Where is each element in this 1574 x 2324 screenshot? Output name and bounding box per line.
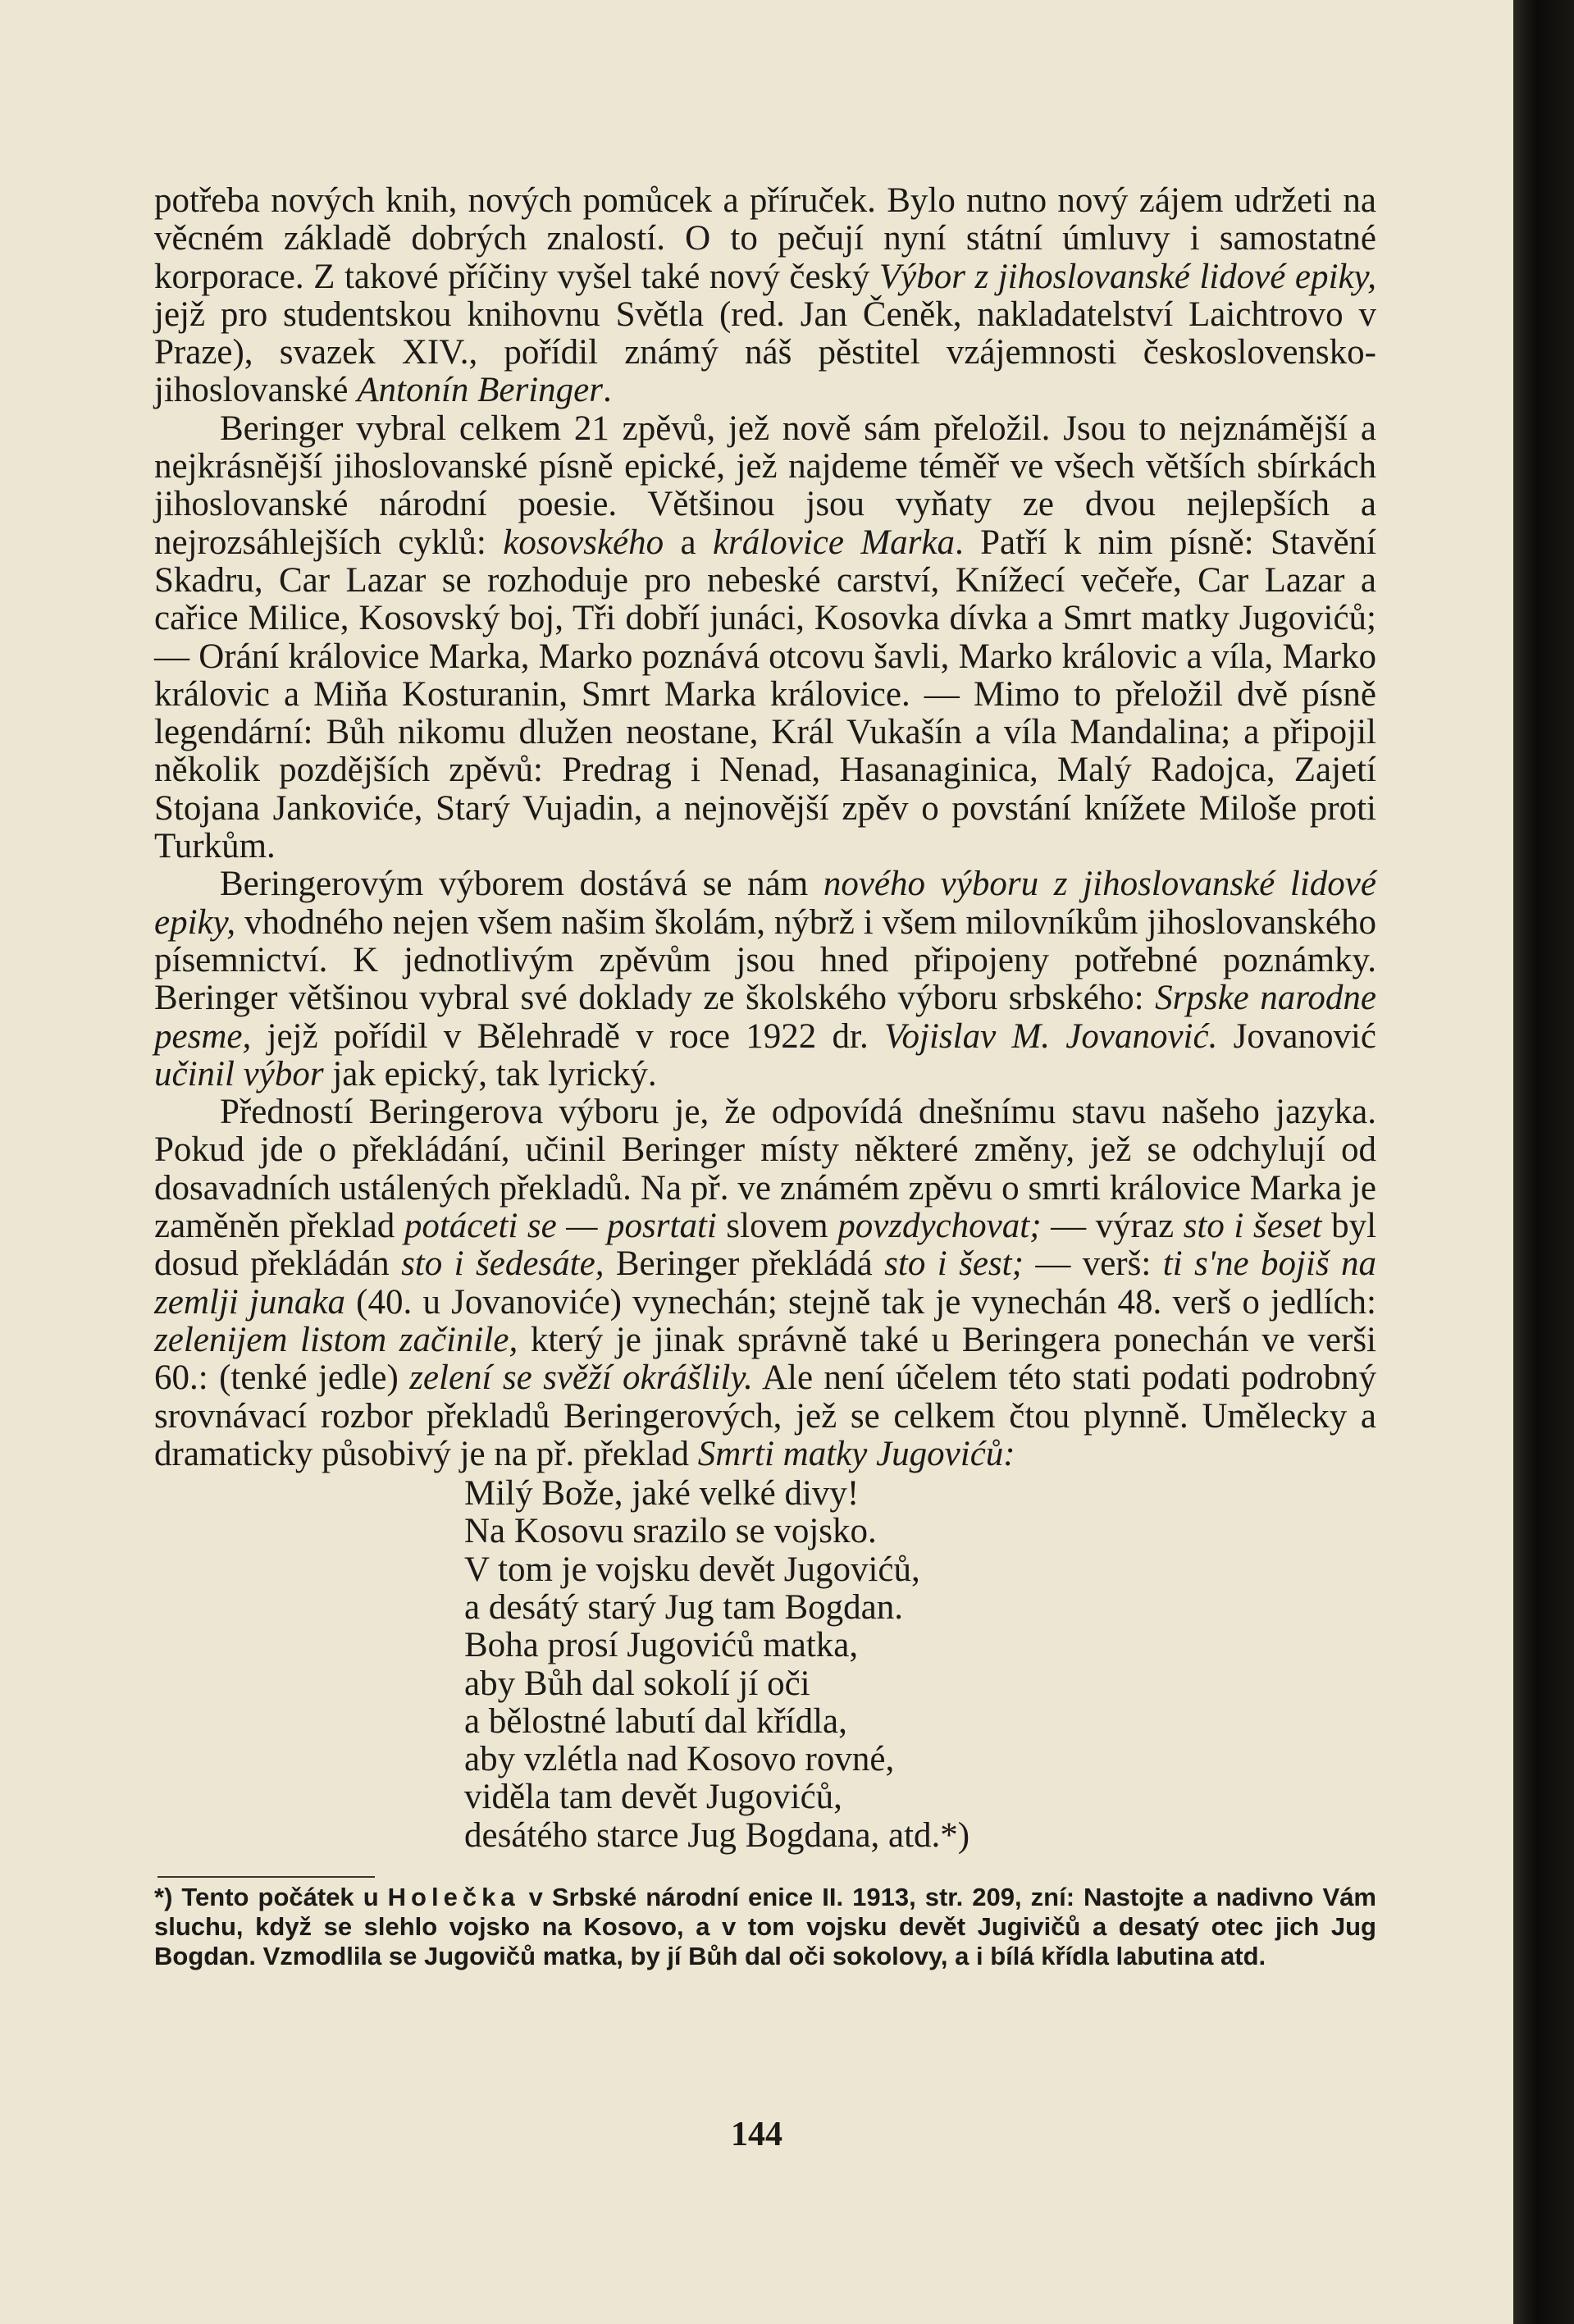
verse-line: Milý Bože, jaké velké divy! (464, 1474, 860, 1514)
paragraph-1: potřeba nových knih, nových pomůcek a příruček. Bylo nutno nový zájem udržeti na věcném základě dobrých znalostí. O to pečují nyní státní úmluvy i samostatné korporace. Z takové příčiny vyšel také nový český Výbor z jihoslovanské lidové epiky, jejž pro studentskou knihovnu Světla (red. Jan Čeněk, nakladatelství Laichtrovo v Praze), svazek XIV., pořídil známý náš pěstitel vzájemnosti československo-jihoslovanské Antonín Beringer. (154, 181, 1377, 410)
verse-line: V tom je vojsku devět Jugovićů, (464, 1550, 920, 1589)
book-spine-edge (1513, 0, 1574, 2324)
footnote-divider (157, 1876, 375, 1878)
verse-line: a desátý starý Jug tam Bogdan. (464, 1587, 904, 1627)
verse-line: Boha prosí Jugovićů matka, (464, 1626, 859, 1665)
footnote: *) Tento počátek u Holečka v Srbské národní enice II. 1913, str. 209, zní: Nastojte a nadivno Vám sluchu, když se slehlo vojsko na Kosovo, a v tom vojsku devět Jugivičů a desatý otec jich Jug Bogdan. Vzmodlila se Jugovičů matka, by jí Bůh dal oči sokolovy, a i bílá křídla labutina atd. (154, 1883, 1376, 1971)
title-vybor: Výbor z jihoslovanské lidové epiky, (878, 257, 1377, 296)
verse-line: desátého starce Jug Bogdana, atd.*) (464, 1815, 970, 1855)
verse-line: a bělostné labutí dal křídla, (464, 1701, 847, 1741)
verse-line: Na Kosovu srazilo se vojsko. (464, 1512, 877, 1551)
verse-line: aby Bůh dal sokolí jí oči (464, 1664, 810, 1703)
verse-line: viděla tam devět Jugovićů, (464, 1778, 842, 1817)
page-content (154, 182, 1376, 1971)
page-number: 144 (731, 2116, 782, 2153)
paragraph-3: Beringerovým výborem dostává se nám nového výboru z jihoslovanské lidové epiky, vhodného nejen všem našim školám, nýbrž i všem milovníkům jihoslovanského písemnictví. K jednotlivým zpěvům jsou hned připojeny potřebné poznámky. Beringer většinou vybral své doklady ze školského výboru srbského: Srpske narodne pesme, jejž pořídil v Bělehradě v roce 1922 dr. Vojislav M. Jovanović. Jovanović učinil výbor jak epický, tak lyrický. (154, 865, 1376, 1094)
paragraph-2: Beringer vybral celkem 21 zpěvů, jež nově sám přeložil. Jsou to nejznámější a nejkrásnější jihoslovanské písně epické, jež najdeme téměř ve všech větších sbírkách jihoslovanské národní poesie. Většinou jsou vyňaty ze dvou nejlepších a nejrozsáhlejších cyklů: kosovského a královice Marka. Patří k nim písně: Stavění Skadru, Car Lazar se rozhoduje pro nebeské carství, Knížecí večeře, Car Lazar a cařice Milice, Kosovský boj, Tři dobří junáci, Kosovka dívka a Smrt matky Jugovićů; — Orání královice Marka, Marko poznává otcovu šavli, Marko královic a víla, Marko královic a Miňa Kosturanin, Smrt Marka královice. — Mimo to přeložil dvě písně legendární: Bůh nikomu dlužen neostane, Král Vukašín a víla Mandalina; a připojil několik pozdějších zpěvů: Predrag i Nenad, Hasanaginica, Malý Radojca, Zajetí Stojana Jankoviće, Starý Vujadin, a nejnovější zpěv o povstání knížete Miloše proti Turkům. (154, 409, 1377, 866)
poem-excerpt (464, 1475, 1376, 1855)
paragraph-4: Předností Beringerova výboru je, že odpovídá dnešnímu stavu našeho jazyka. Pokud jde o překládání, učinil Beringer místy některé změny, jež se odchylují od dosavadních ustálených překladů. Na př. ve známém zpěvu o smrti královice Marka je zaměněn překlad potáceti se — posrtati slovem povzdychovat; — výraz sto i šeset byl dosud překládán sto i šedesáte, Beringer překládá sto i šest; — verš: ti s'ne bojiš na zemlji junaka (40. u Jovanoviće) vynechán; stejně tak je vynechán 48. verš o jedlích: zelenijem listom začinile, který je jinak správně také u Beringera ponechán ve verši 60.: (tenké jedle) zelení se svěží okrášlily. Ale není účelem této stati podati podrobný srovnávací rozbor překladů Beringerových, jež se celkem čtou plynně. Umělecky a dramaticky působivý je na př. překlad Smrti matky Jugovićů: (154, 1093, 1377, 1473)
author-name: Antonín Beringer (357, 371, 603, 410)
verse-line: aby vzlétla nad Kosovo rovné, (464, 1740, 895, 1779)
